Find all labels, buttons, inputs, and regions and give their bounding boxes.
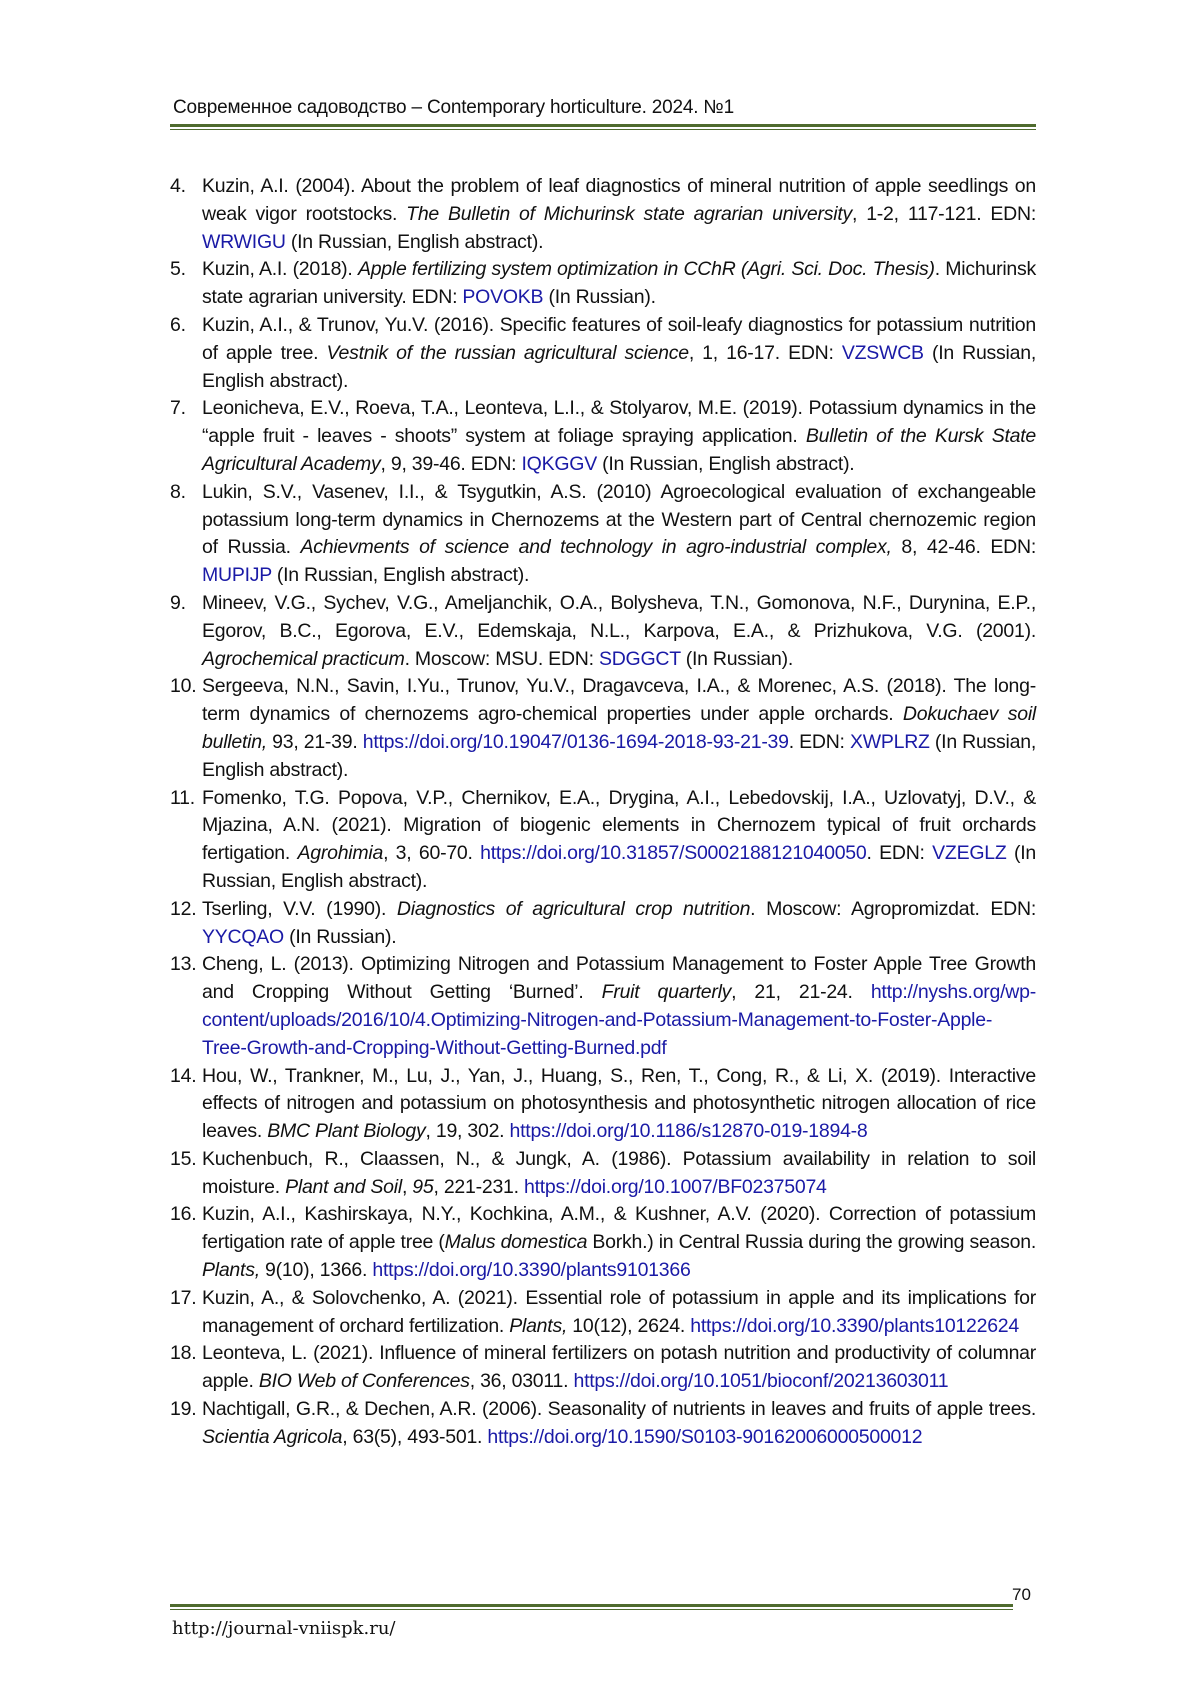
reference-text: . Michurinsk state agrarian university. EDN: (202, 258, 1036, 309)
reference-link[interactable]: IQKGGV (521, 452, 597, 475)
reference-text: Tserling, V.V. (1990). (202, 897, 397, 920)
reference-link[interactable]: MUPIJP (202, 564, 272, 587)
reference-number: 9. (170, 591, 186, 614)
reference-item (170, 479, 1036, 590)
reference-link[interactable]: YYCQAO (202, 925, 284, 948)
reference-text: Borkh.) in Central Russia during the growing season. (587, 1231, 1036, 1254)
reference-number: 12. (170, 897, 197, 920)
reference-number: 8. (170, 480, 186, 503)
reference-source-italic: Plant and Soil (285, 1175, 402, 1198)
reference-item (170, 951, 1036, 1062)
reference-item (170, 1063, 1036, 1146)
reference-source-italic: Vestnik of the russian agricultural science (326, 341, 689, 364)
reference-item (170, 1201, 1036, 1284)
reference-list (170, 173, 1036, 1452)
reference-text: . Moscow: MSU. EDN: (404, 647, 599, 670)
reference-text: 9(10), 1366. (259, 1259, 373, 1282)
reference-text: 8, 42-46. EDN: (891, 536, 1036, 559)
reference-source-italic: Malus domestica (444, 1231, 588, 1254)
reference-link[interactable]: VZSWCB (841, 341, 924, 364)
reference-text: (In Russian). (680, 647, 793, 670)
reference-link[interactable]: https://doi.org/10.1051/bioconf/20213603011 (573, 1370, 949, 1393)
reference-text: , 1-2, 117-121. EDN: (852, 202, 1036, 225)
reference-text: Fomenko, T.G. Popova, V.P., Chernikov, E.A., Drygina, A.I., Lebedovskij, I.A., Uzlovatyj, D.V., & Mjazina, A.N. (2021). Migration of biogenic elements in Chernozem typical of fruit orchards fertigation. (202, 786, 1036, 865)
reference-link[interactable]: https://doi.org/10.3390/plants10122624 (690, 1314, 1019, 1337)
reference-item (170, 673, 1036, 784)
reference-item (170, 590, 1036, 673)
reference-text: Lukin, S.V., Vasenev, I.I., & Tsygutkin, A.S. (2010) Agroecological evaluation of exchangeable potassium long-term dynamics in Chernozems at the Western part of Central chernozemic region of Russia. (202, 480, 1036, 559)
reference-source-italic: Agrochemical practicum (202, 647, 405, 670)
reference-text: , 21, 21-24. (731, 981, 871, 1004)
reference-number: 5. (170, 258, 186, 281)
reference-item (170, 312, 1036, 395)
reference-text: Sergeeva, N.N., Savin, I.Yu., Trunov, Yu.V., Dragavceva, I.A., & Morenec, A.S. (2018). The long-term dynamics of chernozems agro-chemical properties under apple orchards. (202, 675, 1036, 726)
reference-number: 4. (170, 175, 186, 197)
reference-source-italic: Scientia Agricola (202, 1425, 343, 1448)
running-header (170, 96, 1036, 130)
reference-item (170, 173, 1036, 256)
reference-text: Cheng, L. (2013). Optimizing Nitrogen and Potassium Management to Foster Apple Tree Growth and Cropping Without Getting ‘Burned’. (202, 953, 1036, 1004)
footer-rule (170, 1604, 1013, 1607)
footer-url[interactable]: http://journal-vniispk.ru/ (172, 1618, 396, 1639)
reference-item (170, 395, 1036, 478)
reference-link[interactable]: https://doi.org/10.19047/0136-1694-2018-93-21-39 (362, 730, 789, 753)
reference-number: 17. (170, 1286, 197, 1309)
page-number: 70 (1012, 1585, 1031, 1604)
journal-title: Современное садоводство – Contemporary horticulture. 2024. №1 (173, 97, 734, 118)
reference-number: 13. (170, 953, 197, 976)
reference-source-italic: Plants, (202, 1259, 260, 1282)
reference-link[interactable]: POVOKB (462, 286, 544, 309)
reference-link[interactable]: https://doi.org/10.1590/S0103-90162006000500012 (487, 1425, 923, 1448)
reference-text: Hou, W., Trankner, M., Lu, J., Yan, J., Huang, S., Ren, T., Cong, R., & Li, X. (2019). Interactive effects of nitrogen and potassium on photosynthesis and photosynthetic nitrogen allocation of rice leaves. (202, 1064, 1036, 1143)
reference-text: Kuchenbuch, R., Claassen, N., & Jungk, A. (1986). Potassium availability in relation to soil moisture. (202, 1147, 1036, 1198)
reference-item (170, 1146, 1036, 1202)
reference-text: Nachtigall, G.R., & Dechen, A.R. (2006). Seasonality of nutrients in leaves and fruits of apple trees. (202, 1398, 1036, 1421)
reference-text: Leonteva, L. (2021). Influence of mineral fertilizers on potash nutrition and productivity of columnar apple. (202, 1342, 1036, 1393)
reference-text: , 3, 60-70. (383, 842, 481, 865)
reference-number: 19. (170, 1398, 197, 1421)
reference-text: Leonicheva, E.V., Roeva, T.A., Leonteva, L.I., & Stolyarov, M.E. (2019). Potassium dynamics in the “apple fruit - leaves - shoots” system at foliage spraying application. (202, 397, 1036, 448)
reference-number: 7. (170, 397, 186, 420)
reference-link[interactable]: http://nyshs.org/wp-content/uploads/2016/10/4.Optimizing-Nitrogen-and-Potassium-Management-to-Foster-Apple-Tree-Growth-and-Cropping-Without-Getting-Burned.pdf (202, 981, 1036, 1059)
reference-text: , 36, 03011. (469, 1370, 574, 1393)
reference-number: 11. (170, 786, 195, 809)
reference-source-italic: The Bulletin of Michurinsk state agrarian university (406, 202, 853, 225)
reference-number: 6. (170, 313, 186, 336)
reference-source-italic: BMC Plant Biology (267, 1120, 426, 1143)
reference-source-italic: 95 (412, 1175, 434, 1198)
reference-source-italic: Achievments of science and technology in agro-industrial complex, (300, 536, 892, 559)
reference-text: . Moscow: Agropromizdat. EDN: (750, 897, 1037, 920)
reference-link[interactable]: XWPLRZ (849, 730, 930, 753)
reference-link[interactable]: SDGGCT (598, 647, 681, 670)
reference-source-italic: Apple fertilizing system optimization in CChR (Agri. Sci. Doc. Thesis) (357, 258, 935, 281)
reference-text: (In Russian, English abstract). (202, 730, 1036, 781)
reference-text: , 9, 39-46. EDN: (380, 452, 522, 475)
reference-number: 14. (170, 1064, 197, 1087)
reference-text: (In Russian). (543, 286, 656, 309)
reference-number: 16. (170, 1203, 197, 1226)
reference-text: Mineev, V.G., Sychev, V.G., Ameljanchik, O.A., Bolysheva, T.N., Gomonova, N.F., Durynina, E.P., Egorov, B.C., Egorova, E.V., Edemskaja, N.L., Karpova, E.A., & Prizhukova, V.G. (2001). (202, 591, 1036, 642)
header-rule-thin (170, 129, 1036, 130)
reference-text: , 221-231. (433, 1175, 524, 1198)
reference-item (170, 896, 1036, 952)
reference-text: , 1, 16-17. EDN: (688, 341, 842, 364)
reference-text: , 63(5), 493-501. (342, 1425, 488, 1448)
reference-link[interactable]: https://doi.org/10.3390/plants9101366 (372, 1259, 691, 1282)
reference-text: Kuzin, A.I., Kashirskaya, N.Y., Kochkina, A.M., & Kushner, A.V. (2020). Correction of potassium fertigation rate of apple tree ( (202, 1203, 1036, 1254)
reference-text: (In Russian, English abstract). (202, 341, 1037, 392)
reference-text: (In Russian, English abstract). (271, 564, 530, 587)
reference-text: . EDN: (866, 842, 933, 865)
reference-text: Kuzin, A.I. (2018). (202, 258, 358, 281)
reference-item (170, 1396, 1036, 1452)
reference-link[interactable]: https://doi.org/10.31857/S0002188121040050 (480, 842, 867, 865)
reference-text: 10(12), 2624. (567, 1314, 691, 1337)
reference-text: (In Russian). (283, 925, 397, 948)
reference-link[interactable]: WRWIGU (202, 230, 286, 253)
reference-number: 18. (170, 1342, 197, 1365)
reference-text: , (401, 1175, 413, 1198)
reference-source-italic: Agrohimia (297, 842, 384, 865)
reference-source-italic: BIO Web of Conferences (258, 1370, 470, 1393)
reference-text: . EDN: (788, 730, 850, 753)
reference-number: 15. (170, 1147, 197, 1170)
reference-source-italic: Diagnostics of agricultural crop nutrition (396, 897, 751, 920)
reference-text: , 19, 302. (425, 1120, 510, 1143)
reference-source-italic: Bulletin of the Kursk State Agricultural Academy (202, 425, 1036, 475)
reference-text: (In Russian, English abstract). (202, 842, 1036, 892)
reference-link[interactable]: https://doi.org/10.1007/BF02375074 (523, 1175, 827, 1198)
reference-text: (In Russian, English abstract). (596, 452, 855, 475)
reference-source-italic: Plants, (509, 1314, 568, 1337)
reference-text: (In Russian, English abstract). (285, 230, 544, 253)
reference-item (170, 785, 1036, 896)
header-rule (170, 124, 1036, 127)
reference-text: Kuzin, A., & Solovchenko, A. (2021). Essential role of potassium in apple and its implications for management of orchard fertilization. (202, 1286, 1036, 1337)
reference-link[interactable]: https://doi.org/10.1186/s12870-019-1894-8 (509, 1120, 868, 1143)
reference-link[interactable]: VZEGLZ (932, 842, 1007, 865)
footer-rule-thin (170, 1609, 1013, 1610)
reference-source-italic: Fruit quarterly (601, 981, 732, 1004)
reference-item (170, 256, 1036, 312)
reference-text: 93, 21-39. (266, 730, 363, 753)
reference-source-italic: Dokuchaev soil bulletin, (202, 703, 1036, 753)
reference-item (170, 1285, 1036, 1341)
reference-item (170, 1340, 1036, 1396)
reference-number: 10. (170, 675, 197, 698)
reference-text: Kuzin, A.I., & Trunov, Yu.V. (2016). Specific features of soil-leafy diagnostics for potassium nutrition of apple tree. (202, 313, 1036, 364)
reference-text: Kuzin, A.I. (2004). About the problem of leaf diagnostics of mineral nutrition of apple seedlings on weak vigor rootstocks. (202, 175, 1036, 225)
